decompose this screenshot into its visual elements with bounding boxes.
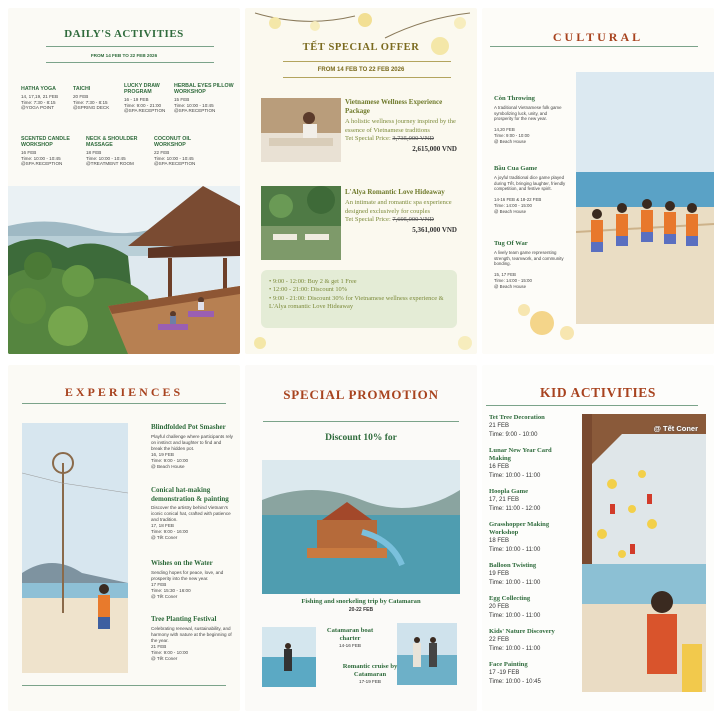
item-name: Lunar New Year Card Making <box>489 447 552 462</box>
activity-item <box>73 86 125 111</box>
daily-dates: FROM 14 FEB TO 22 FEB 2026 <box>90 53 158 58</box>
old-price: 7,695,000 VND <box>392 216 434 223</box>
item-description: Discover the artistry behind Vietnam's iconic conical hat, crafted with patience and tradition. <box>151 505 231 522</box>
item-date: 17 FEB <box>151 581 167 587</box>
item-date: 21 FEB <box>489 423 510 429</box>
item-time: Time: 10:00 - 11:00 <box>489 547 541 553</box>
item-description: Celebrating renewal, sustainability, and harmony with nature at the beginning of the year. <box>151 625 232 643</box>
charter-item <box>321 627 379 648</box>
divider <box>486 405 698 406</box>
item-date: 15, 17 FEB <box>494 272 516 278</box>
cruise-dates: 17-19 FEB <box>359 679 381 684</box>
old-price: 3,735,000 VND <box>392 135 434 142</box>
kid-activities-panel <box>482 365 714 711</box>
activity-time: Time: 7:30 - 8:15 <box>21 99 56 105</box>
daily-activities-panel <box>8 8 240 354</box>
divider <box>263 421 459 422</box>
offer-description: A holistic wellness journey inspired by the essence of Vietnamese traditions <box>345 118 456 134</box>
trip-name: Fishing and snorkeling trip by Catamaran <box>301 598 421 605</box>
cultural-panel <box>482 8 714 354</box>
activity-item <box>154 136 214 167</box>
yoga-deck-illustration <box>8 186 240 354</box>
activity-date: 14, 17,19, 21 FEB <box>21 94 59 99</box>
activity-date: 20 FEB <box>73 94 89 99</box>
item-time: Time: 15:30 - 16:00 <box>151 587 191 593</box>
tet-corner-label: @ Tết Coner <box>653 424 698 433</box>
offer-description: An intimate and romantic spa experience designed exclusively for couples <box>345 199 452 215</box>
tug-of-war-illustration <box>576 72 714 324</box>
kids-item <box>489 661 581 687</box>
item-date: 21 FEB <box>151 643 167 649</box>
daily-title: DAILY'S ACTIVITIES <box>64 28 184 40</box>
trip-dates: 20-22 FEB <box>348 607 374 613</box>
item-date: 16 FEB <box>489 464 510 470</box>
offer-name: L'Alya Romantic Love Hideaway <box>345 188 445 196</box>
item-date: 18 FEB <box>489 538 510 544</box>
experiences-panel <box>8 365 240 711</box>
item-time: Time: 10:00 - 11:00 <box>489 580 541 586</box>
charter-dates: 14-16 FEB <box>339 643 361 648</box>
divider <box>283 77 451 78</box>
activity-location: @SPA RECEPTION <box>154 161 196 167</box>
item-location: @ Beach House <box>494 283 527 289</box>
item-name: Tree Planting Festival <box>151 615 217 623</box>
activity-name: TAICHI <box>73 86 91 92</box>
item-name: Grasshopper Making Workshop <box>489 521 550 536</box>
cruise-item <box>339 663 401 684</box>
activity-item <box>21 136 81 167</box>
item-location: @ Beach House <box>494 208 527 214</box>
divider <box>46 62 214 63</box>
tet-tree-illustration <box>582 414 706 692</box>
spa-massage-photo <box>261 98 341 162</box>
item-time: Time: 14:00 - 15:00 <box>494 202 532 208</box>
activity-item <box>86 136 146 167</box>
item-date: 20 FEB <box>489 604 510 610</box>
blossom-decoration <box>512 298 582 348</box>
item-name: Còn Throwing <box>494 95 535 102</box>
new-price: 5,361,000 VND <box>412 225 457 234</box>
item-description: Playful challenge where participants rely on instinct and laughter to find and break the hidden pot. <box>151 433 233 451</box>
activity-item <box>124 83 170 114</box>
promo-discount: Discount 10% for <box>325 433 397 443</box>
cultural-item <box>494 95 566 144</box>
kids-item <box>489 488 581 514</box>
item-date: 17 -19 FEB <box>489 670 520 676</box>
kids-item <box>489 595 581 621</box>
divider <box>22 403 226 404</box>
price-label: Tet Special Price: <box>345 216 391 223</box>
item-location: @ Beach House <box>494 138 527 144</box>
new-price: 2,615,000 VND <box>412 144 457 153</box>
activity-location: @SPRING DECK <box>73 105 110 111</box>
activity-date: 18 FEB <box>86 150 102 155</box>
divider <box>283 61 451 62</box>
item-name: Kids' Nature Discovery <box>489 628 555 635</box>
item-location: @ Tết Coner <box>151 593 178 599</box>
activity-time: Time: 9:00 - 21:00 <box>124 102 162 108</box>
activity-name: NECK & SHOULDER MASSAGE <box>86 136 138 148</box>
kids-item <box>489 414 581 440</box>
bullet-item: • 9:00 - 12:00: Buy 2 & get 1 Free <box>269 278 357 285</box>
item-name: Bầu Cua Game <box>494 165 538 172</box>
item-time: Time: 10:00 - 10:45 <box>489 679 541 685</box>
boat-charter-photo <box>262 627 316 687</box>
tet-title: TẾT SPECIAL OFFER <box>302 42 420 53</box>
item-date: 14-16 FEB & 18-22 FEB <box>494 197 542 203</box>
cruise-name: Romantic cruise by Catamaran <box>342 663 398 678</box>
activity-name: HATHA YOGA <box>21 86 56 92</box>
item-time: Time: 11:00 - 12:00 <box>489 506 541 512</box>
item-time: Time: 10:00 - 11:00 <box>489 473 541 479</box>
item-description: Sending hopes for peace, love, and prosperity into the new year. <box>151 569 224 581</box>
experience-item <box>151 615 233 662</box>
item-name: Blindfolded Pot Smasher <box>151 423 226 431</box>
experience-item <box>151 423 233 470</box>
activity-time: Time: 10:00 - 10:45 <box>21 155 61 161</box>
item-name: Tug Of War <box>494 240 528 247</box>
kids-title: KID ACTIVITIES <box>539 385 657 400</box>
activity-name: HERBAL EYES PILLOW WORKSHOP <box>174 83 234 95</box>
kids-item <box>489 447 563 481</box>
item-date: 14,20 FEB <box>494 127 515 133</box>
activity-time: Time: 7:30 - 8:15 <box>73 99 108 105</box>
activity-location: @SPA RECEPTION <box>124 108 166 114</box>
item-date: 17, 21 FEB <box>489 497 520 503</box>
catamaran-illustration <box>262 460 460 594</box>
activity-date: 16 - 19 FEB <box>124 97 149 102</box>
cultural-item <box>494 165 566 214</box>
item-time: Time: 10:00 - 11:00 <box>489 613 541 619</box>
activity-item <box>21 86 73 111</box>
item-time: Time: 9:00 - 10:00 <box>151 457 189 463</box>
item-date: 16, 19 FEB <box>151 451 174 457</box>
activity-date: 15 FEB <box>174 97 190 102</box>
bullet-item: • 12:00 - 21:00: Discount 10% <box>269 286 348 294</box>
activity-location: @SPA RECEPTION <box>174 108 216 114</box>
item-time: Time: 9:00 - 10:00 <box>489 432 538 438</box>
divider <box>22 685 226 686</box>
tet-dates: FROM 14 FEB TO 22 FEB 2026 <box>317 67 405 73</box>
activity-name: LUCKY DRAW PROGRAM <box>124 83 160 95</box>
item-name: Wishes on the Water <box>151 559 213 567</box>
item-description: A lively team game representing strength, teamwork, and community bonding. <box>494 250 564 267</box>
divider <box>46 46 214 47</box>
divider <box>490 46 698 47</box>
pot-smashing-illustration <box>22 423 128 673</box>
activity-location: @TREATMENT ROOM <box>86 161 134 167</box>
item-time: Time: 14:00 - 15:00 <box>494 277 532 283</box>
item-name: Egg Collecting <box>489 595 531 602</box>
activity-time: Time: 10:00 - 10:45 <box>86 155 126 161</box>
item-name: Balloon Twisting <box>489 562 537 569</box>
cultural-title: CULTURAL <box>552 30 644 44</box>
activity-name: SCENTED CANDLE WORKSHOP <box>21 136 70 148</box>
activity-date: 16 FEB <box>21 150 37 155</box>
item-date: 19 FEB <box>489 571 510 577</box>
item-name: Tet Tree Decoration <box>489 414 545 421</box>
charter-name: Catamaran boat charter <box>326 627 374 642</box>
item-time: Time: 9:00 - 16:00 <box>151 529 189 534</box>
promo-title: SPECIAL PROMOTION <box>283 387 439 402</box>
romantic-cruise-photo <box>397 623 457 685</box>
activity-time: Time: 10:00 - 10:45 <box>154 155 194 161</box>
kids-item <box>489 628 581 654</box>
item-location: @ Tết Coner <box>151 655 178 661</box>
item-time: Time: 9:00 - 10:00 <box>494 132 530 138</box>
activity-name: COCONUT OIL WORKSHOP <box>154 136 191 148</box>
experience-item <box>151 559 233 600</box>
item-date: 17, 18 FEB <box>151 523 174 528</box>
activity-location: @YOGA POINT <box>21 105 54 111</box>
activity-location: @SPA RECEPTION <box>21 161 63 167</box>
activity-time: Time: 10:00 - 10:45 <box>174 102 214 108</box>
offer-item <box>345 98 457 153</box>
offer-bullets-box <box>261 270 457 328</box>
bullet-item: • 9:00 - 21:00: Discount 30% for Vietnamese wellness experience & L'Alya romantic Love Hideaway <box>269 294 444 311</box>
cultural-item <box>494 240 566 289</box>
offer-name: Vietnamese Wellness Experience Package <box>345 98 443 115</box>
item-time: Time: 10:00 - 11:00 <box>489 646 541 652</box>
couple-spa-photo <box>261 186 341 260</box>
kids-item <box>489 521 563 555</box>
tet-offer-panel <box>245 8 477 354</box>
item-description: A joyful traditional dice game played during Tết, bringing laughter, friendly competition, and festive spirit. <box>494 175 566 192</box>
item-description: A traditional Vietnamese folk game symbolizing luck, unity, and prosperity for the new year. <box>494 105 562 122</box>
item-date: 22 FEB <box>489 637 510 643</box>
special-promotion-panel <box>245 365 477 711</box>
kids-item <box>489 562 581 588</box>
item-location: @ Beach House <box>151 463 185 469</box>
item-location: @ Tết Coner <box>151 535 178 540</box>
activity-item <box>174 83 234 114</box>
item-time: Time: 9:00 - 10:00 <box>151 649 189 655</box>
offer-item <box>345 188 457 234</box>
item-name: Conical hat-making demonstration & painting <box>151 486 229 503</box>
experience-item <box>151 486 233 541</box>
item-name: Hoopla Game <box>489 488 529 495</box>
activity-date: 22 FEB <box>154 150 170 155</box>
experiences-title: EXPERIENCES <box>64 385 184 399</box>
item-name: Face Painting <box>489 661 528 668</box>
price-label: Tet Special Price: <box>345 135 391 142</box>
